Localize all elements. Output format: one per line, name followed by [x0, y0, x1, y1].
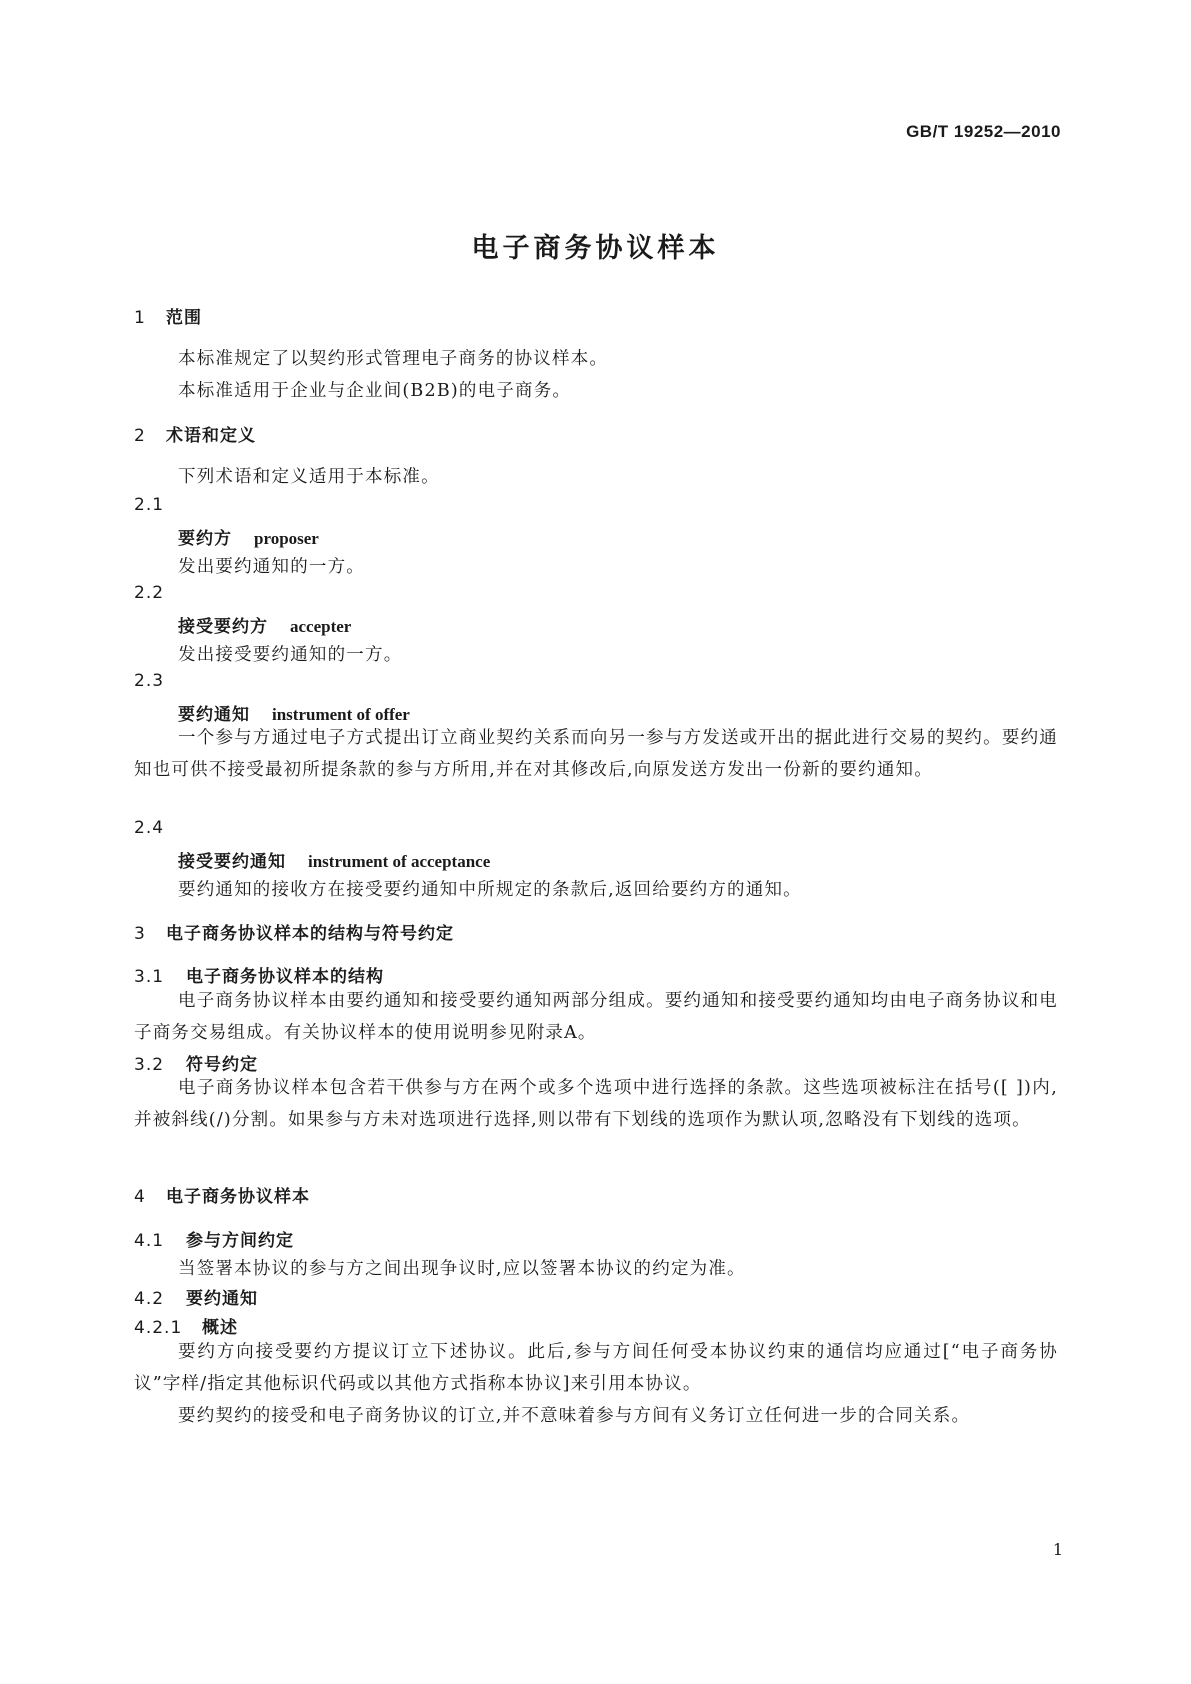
term-entry: [178, 612, 351, 637]
term-en: instrument of offer: [272, 705, 410, 724]
paragraph: 要约方向接受要约方提议订立下述协议。此后,参与方间任何受本协议约束的通信均应通过[“电子商务协议”字样/指定其他标识代码或以其他方式指称本协议]来引用本协议。: [134, 1342, 1058, 1394]
subsection-4-1-heading: [134, 1226, 294, 1251]
paragraph: 要约契约的接受和电子商务协议的订立,并不意味着参与方间有义务订立任何进一步的合同关系。: [178, 1406, 971, 1426]
section-number: 2: [134, 426, 146, 446]
term-cn: 要约通知: [178, 705, 250, 725]
section-4-heading: [134, 1182, 310, 1207]
paragraph: 本标准规定了以契约形式管理电子商务的协议样本。: [178, 349, 609, 369]
term-number: 2.3: [134, 671, 165, 691]
section-2-heading: [134, 421, 256, 446]
section-title: 电子商务协议样本的结构: [186, 967, 384, 987]
paragraph: 当签署本协议的参与方之间出现争议时,应以签署本协议的约定为准。: [178, 1259, 746, 1279]
section-number: 1: [134, 308, 146, 328]
term-cn: 接受要约通知: [178, 852, 286, 872]
subsection-4-2-heading: [134, 1284, 258, 1309]
standard-number-header: GB/T 19252—2010: [906, 122, 1061, 141]
term-en: instrument of acceptance: [308, 852, 491, 871]
term-number: 2.2: [134, 583, 165, 603]
section-title: 参与方间约定: [186, 1231, 294, 1251]
section-number: 4.2.1: [134, 1318, 183, 1338]
section-number: 3.2: [134, 1055, 165, 1075]
section-title: 要约通知: [186, 1289, 258, 1309]
section-title: 电子商务协议样本: [166, 1187, 310, 1207]
term-cn: 接受要约方: [178, 617, 268, 637]
term-en: proposer: [254, 529, 319, 548]
section-number: 4: [134, 1187, 146, 1207]
section-1-heading: [134, 303, 202, 328]
term-definition: 发出接受要约通知的一方。: [178, 645, 403, 665]
term-definition: 一个参与方通过电子方式提出订立商业契约关系而向另一参与方发送或开出的据此进行交易的契约。要约通知也可供不接受最初所提条款的参与方所用,并在对其修改后,向原发送方发出一份新的要约通知。: [134, 728, 1058, 780]
section-number: 3.1: [134, 967, 165, 987]
section-title: 范围: [166, 308, 202, 328]
section-3-heading: [134, 919, 454, 944]
section-title: 概述: [202, 1318, 238, 1338]
term-entry: [178, 524, 319, 549]
paragraph: 本标准适用于企业与企业间(B2B)的电子商务。: [178, 381, 572, 401]
document-title: 电子商务协议样本: [471, 233, 720, 264]
section-number: 3: [134, 924, 146, 944]
term-entry: [178, 847, 490, 872]
subsection-3-1-heading: [134, 962, 384, 987]
term-cn: 要约方: [178, 529, 232, 549]
term-number: 2.4: [134, 818, 165, 838]
section-title: 电子商务协议样本的结构与符号约定: [166, 924, 454, 944]
term-definition: 发出要约通知的一方。: [178, 557, 365, 577]
term-definition: 要约通知的接收方在接受要约通知中所规定的条款后,返回给要约方的通知。: [178, 880, 802, 900]
term-number: 2.1: [134, 495, 165, 515]
page-number: 1: [1052, 1540, 1063, 1559]
term-en: accepter: [290, 617, 352, 636]
section-title: 符号约定: [186, 1055, 258, 1075]
section-title: 术语和定义: [166, 426, 256, 446]
paragraph: 电子商务协议样本由要约通知和接受要约通知两部分组成。要约通知和接受要约通知均由电子商务协议和电子商务交易组成。有关协议样本的使用说明参见附录A。: [134, 991, 1058, 1043]
paragraph: 电子商务协议样本包含若干供参与方在两个或多个选项中进行选择的条款。这些选项被标注在括号([ ])内,并被斜线(/)分割。如果参与方未对选项进行选择,则以带有下划线的选项作为默认项,忽略没有下划线的选项。: [134, 1078, 1058, 1130]
section-number: 4.1: [134, 1231, 165, 1251]
paragraph: 下列术语和定义适用于本标准。: [178, 467, 440, 487]
section-number: 4.2: [134, 1289, 165, 1309]
subsection-4-2-1-heading: [134, 1313, 238, 1338]
